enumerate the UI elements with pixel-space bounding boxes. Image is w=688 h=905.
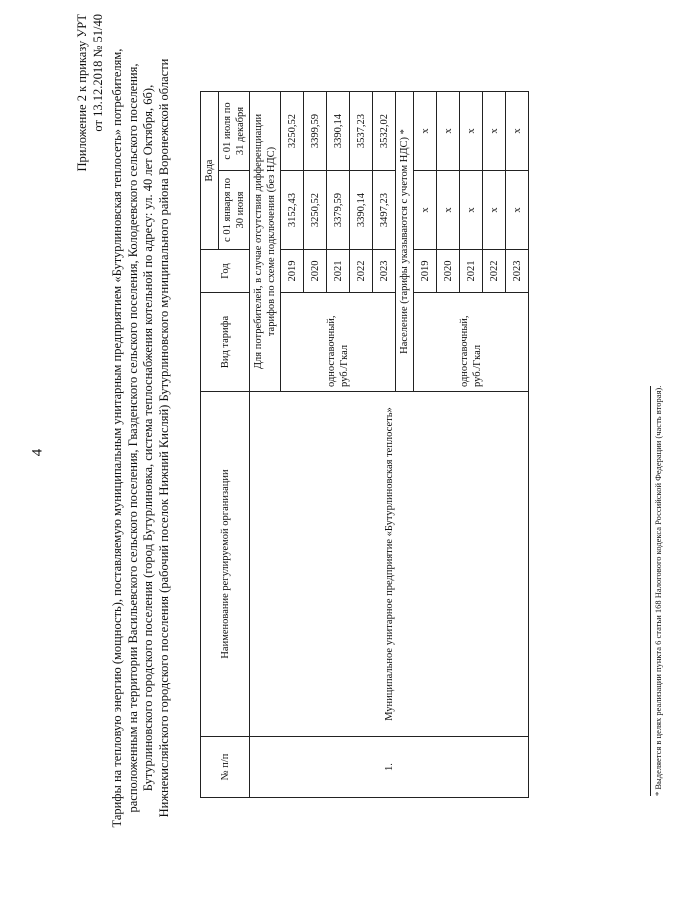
year-cell: 2021 xyxy=(327,250,350,293)
footnote: * Выделяется в целях реализации пункта 6 статьи 168 Налогового кодекса Российской Федерации (часть вторая). xyxy=(650,386,663,796)
value-cell: x xyxy=(483,92,506,171)
header-period-2: с 01 июля по 31 декабря xyxy=(219,92,250,171)
title-line: Нижнекисляйского городского поселения (рабочий поселок Нижний Кисляй) Бутурлиновского муниципального района Воронежской области xyxy=(156,58,171,818)
value-cell: x xyxy=(460,92,483,171)
value-cell: 3390,14 xyxy=(350,171,373,250)
value-cell: x xyxy=(506,171,529,250)
year-cell: 2023 xyxy=(506,250,529,293)
annex-header xyxy=(74,14,106,172)
value-cell: x xyxy=(414,92,437,171)
org-name: Муниципальное унитарное предприятие «Бутурлиновская теплосеть» xyxy=(250,392,529,737)
year-cell: 2022 xyxy=(483,250,506,293)
header-water: Вода xyxy=(201,92,219,250)
year-cell: 2021 xyxy=(460,250,483,293)
title-line: Бутурлиновского городского поселения (город Бутурлиновка, система теплоснабжения котельной по адресу: ул. 40 лет Октября, 6б), xyxy=(141,84,155,792)
value-cell: x xyxy=(437,92,460,171)
document-title xyxy=(110,14,172,862)
title-line: Тарифы на тепловую энергию (мощность), поставляемую муниципальным унитарным предприятием «Бутурлиновская теплосеть» потребителям, xyxy=(110,48,124,828)
value-cell: 3537,23 xyxy=(350,92,373,171)
year-cell: 2022 xyxy=(350,250,373,293)
value-cell: 3250,52 xyxy=(281,92,304,171)
year-cell: 2020 xyxy=(304,250,327,293)
year-cell: 2019 xyxy=(414,250,437,293)
header-org-name: Наименование регулируемой организации xyxy=(201,392,250,737)
header-tariff-kind: Вид тарифа xyxy=(201,293,250,392)
section-row xyxy=(250,92,281,798)
tariff-table xyxy=(200,91,529,798)
year-cell: 2020 xyxy=(437,250,460,293)
page-number: 4 xyxy=(29,448,46,457)
tariff-kind: одноставочный, руб./Гкал xyxy=(281,293,396,392)
value-cell: 3379,59 xyxy=(327,171,350,250)
value-cell: 3390,14 xyxy=(327,92,350,171)
value-cell: 3532,02 xyxy=(373,92,396,171)
tariff-kind: одноставочный, руб./Гкал xyxy=(414,293,529,392)
annex-line-1: Приложение 2 к приказу УРТ xyxy=(75,14,89,172)
value-cell: 3399,59 xyxy=(304,92,327,171)
value-cell: x xyxy=(506,92,529,171)
title-line: расположенным на территории Васильевского сельского поселения, Гвазденского сельского поселения, Колодеевского сельского поселения, xyxy=(125,63,140,813)
value-cell: 3152,43 xyxy=(281,171,304,250)
rotated-page xyxy=(68,2,688,882)
value-cell: x xyxy=(460,171,483,250)
header-year: Год xyxy=(201,250,250,293)
table-header-row xyxy=(201,92,219,798)
value-cell: x xyxy=(414,171,437,250)
header-no: № п/п xyxy=(201,737,250,798)
year-cell: 2023 xyxy=(373,250,396,293)
section-title: Население (тарифы указываются с учетом НДС) * xyxy=(396,92,414,392)
year-cell: 2019 xyxy=(281,250,304,293)
row-number: 1. xyxy=(250,737,529,798)
annex-line-2: от 13.12.2018 № 51/40 xyxy=(91,14,105,132)
value-cell: 3250,52 xyxy=(304,171,327,250)
value-cell: x xyxy=(483,171,506,250)
value-cell: 3497,23 xyxy=(373,171,396,250)
section-title: Для потребителей, в случае отсутствия дифференциации тарифов по схеме подключения (без НДС) xyxy=(250,92,281,392)
value-cell: x xyxy=(437,171,460,250)
header-period-1: с 01 января по 30 июня xyxy=(219,171,250,250)
